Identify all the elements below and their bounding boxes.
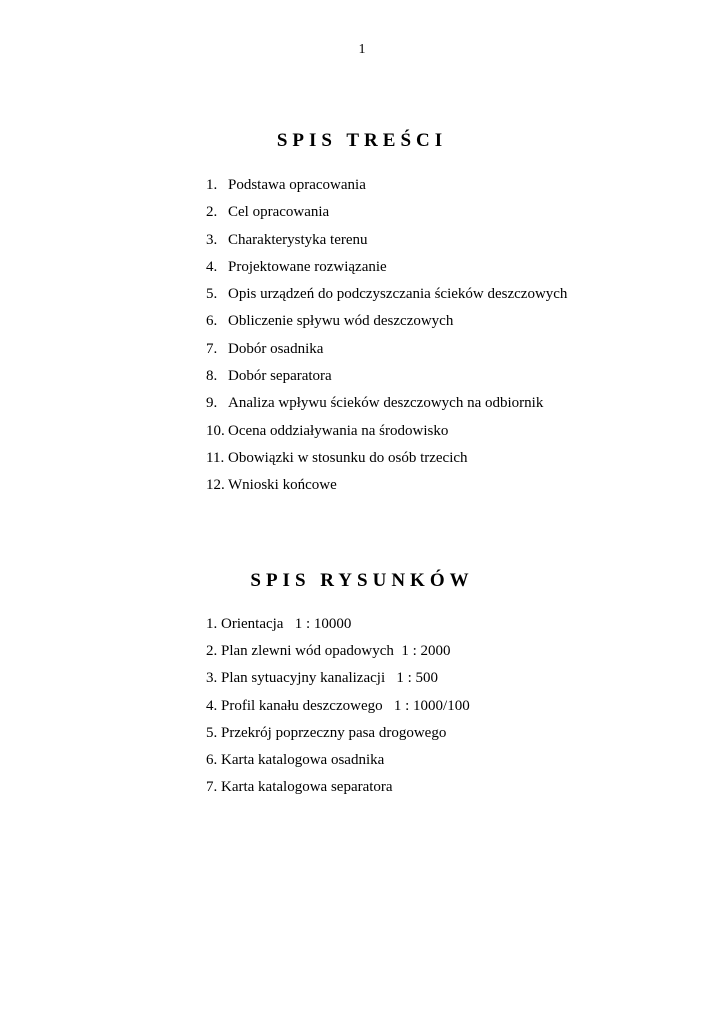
page-number: 1 [358,42,366,57]
figure-item: 5. Przekrój poprzeczny pasa drogowego [206,724,447,741]
toc-item-text: Dobór osadnika [228,340,324,357]
toc-title: SPIS TREŚCI [276,130,448,151]
toc-item [206,202,567,229]
toc-item-number: 7. [206,340,218,357]
toc-item [206,257,567,284]
toc-list [206,175,567,503]
figure-item: 4. Profil kanału deszczowego 1 : 1000/100 [206,697,470,714]
toc-item-text: Projektowane rozwiązanie [228,258,387,275]
toc-item-text: Obliczenie spływu wód deszczowych [228,313,454,330]
toc-item [206,448,567,475]
figure-item: 3. Plan sytuacyjny kanalizacji 1 : 500 [206,670,439,687]
toc-item-number: 1. [206,177,218,193]
toc-item-number: 9. [206,395,218,412]
toc-item-number: 6. [206,313,218,330]
toc-item-text: Charakterystyka terenu [228,231,368,248]
toc-item [206,339,567,366]
figure-item: 1. Orientacja 1 : 10000 [206,616,352,632]
toc-item [206,366,567,393]
toc-item [206,284,567,311]
toc-item-number: 8. [206,368,218,385]
toc-item-number: 12. [206,477,225,494]
figures-list [206,614,470,804]
toc-item-number: 4. [206,258,218,275]
toc-item [206,175,567,202]
toc-item-text: Wnioski końcowe [228,477,337,494]
toc-item [206,230,567,257]
toc-item [206,393,567,420]
toc-item [206,475,567,502]
toc-item-text: Ocena oddziaływania na środowisko [228,422,449,439]
figure-item: 6. Karta katalogowa osadnika [206,751,385,768]
toc-item [206,421,567,448]
toc-item-number: 11. [206,449,225,466]
toc-item-text: Opis urządzeń do podczyszczania ścieków deszczowych [228,286,568,303]
toc-item-number: 10. [206,422,225,439]
figures-title: SPIS RYSUNKÓW [250,570,474,591]
toc-item-text: Dobór separatora [228,368,332,385]
toc-item-text: Analiza wpływu ścieków deszczowych na odbiornik [228,395,544,412]
toc-item-number: 5. [206,286,218,303]
figure-item: 7. Karta katalogowa separatora [206,779,393,796]
toc-item-number: 2. [206,204,218,221]
toc-item-text: Obowiązki w stosunku do osób trzecich [228,449,468,466]
toc-item-text: Cel opracowania [228,204,330,221]
toc-item [206,311,567,338]
toc-item-number: 3. [206,231,218,248]
figure-item: 2. Plan zlewni wód opadowych 1 : 2000 [206,643,451,660]
toc-item-text: Podstawa opracowania [228,177,366,193]
